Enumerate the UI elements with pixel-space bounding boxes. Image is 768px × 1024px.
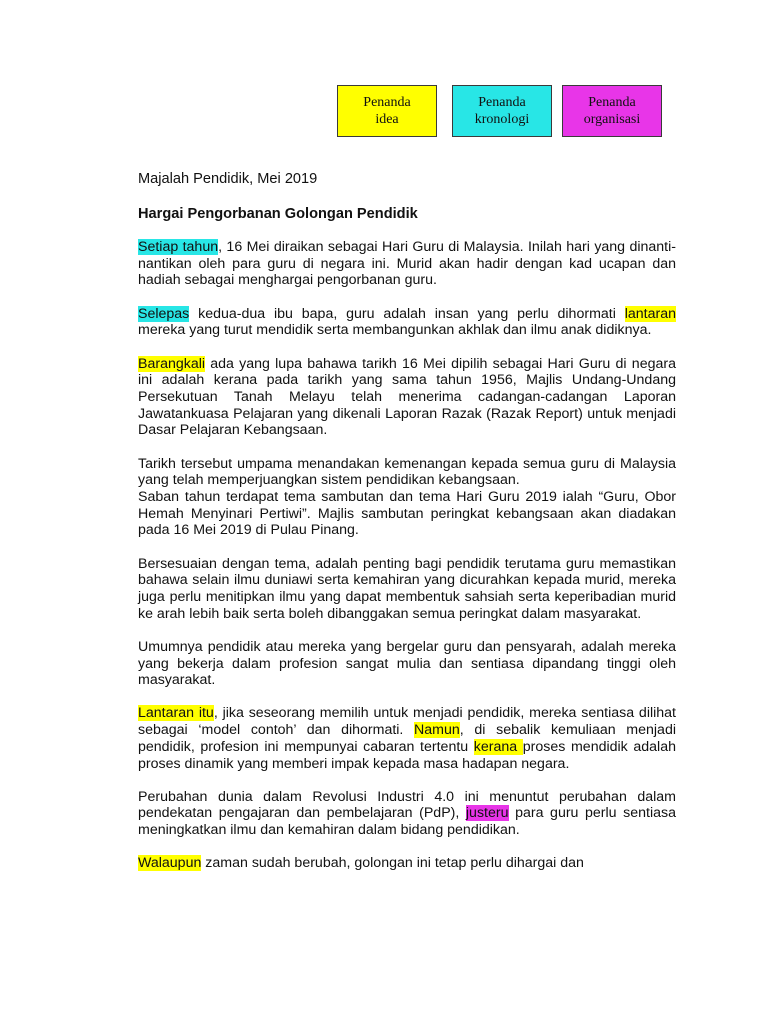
paragraph-9 — [138, 789, 676, 839]
paragraph-6: Bersesuaian dengan tema, adalah penting bagi pendidik terutama guru memastikan bahawa selain ilmu duniawi serta kemahiran yang dicurahkan kepada murid, mereka juga perlu menitipkan ilmu yang dapat membentuk sahsiah serta keperibadian murid ke arah lebih baik serta boleh dibanggakan semua peringkat dalam masyarakat. — [138, 555, 676, 622]
organisation-highlight: justeru — [465, 805, 509, 822]
paragraph-text: kedua-dua ibu bapa, guru adalah insan yang perlu dihormati — [189, 305, 625, 322]
paragraph-text: , 16 Mei diraikan sebagai Hari Guru di Malaysia. Inilah hari yang dinanti-nantikan oleh para guru di negara ini. Murid akan hadir dengan kad ucapan dan hadiah sebagai menghargai pengorbanan guru. — [138, 239, 676, 289]
paragraph-8 — [138, 705, 676, 772]
article-body — [138, 170, 676, 889]
paragraph-text: proses mendidik adalah proses dinamik yang memberi impak kepada masa hadapan negara. — [138, 738, 676, 772]
chronology-highlight: Setiap tahun — [138, 239, 219, 255]
paragraph-7: Umumnya pendidik atau mereka yang bergelar guru dan pensyarah, adalah mereka yang bekerja dalam profesion sangat mulia dan sentiasa dipandang tinggi oleh masyarakat. — [138, 638, 676, 689]
paragraph-3 — [138, 356, 676, 440]
paragraph-text: ada yang lupa bahawa tarikh 16 Mei dipilih sebagai Hari Guru di negara ini adalah kerana pada tarikh yang sama tahun 1956, Majlis Undang-Undang Persekutuan Tanah Melayu telah menerima cadangan-cadangan Laporan Jawatankuasa Pelajaran yang dikenali Laporan Razak (Razak Report) untuk menjadi Dasar Pelajaran Kebangsaan. — [138, 355, 676, 439]
idea-highlight: lantaran — [624, 305, 676, 322]
paragraph-text: para guru perlu sentiasa meningkatkan ilmu dan kemahiran dalam bidang pendidikan. — [138, 805, 676, 839]
idea-highlight: Namun — [414, 722, 460, 739]
paragraph-text: , jika seseorang memilih untuk menjadi pendidik, mereka sentiasa dilihat sebagai ‘model contoh’ dan dihormati. — [138, 705, 676, 739]
paragraph-4: Tarikh tersebut umpama menandakan kemenangan kepada semua guru di Malaysia yang telah memperjuangkan sistem pendidikan kebangsaan. — [138, 455, 676, 489]
paragraph-1 — [138, 239, 676, 289]
paragraph-text: zaman sudah berubah, golongan ini tetap perlu dihargai dan — [201, 855, 584, 872]
legend-organisation-marker: Penanda organisasi — [562, 85, 662, 137]
idea-highlight: Barangkali — [138, 355, 206, 372]
marker-legend — [337, 85, 664, 139]
paragraph-10 — [138, 855, 676, 872]
source-line: Majalah Pendidik, Mei 2019 — [138, 171, 318, 187]
idea-highlight: kerana — [473, 738, 523, 755]
idea-highlight: Walaupun — [138, 855, 202, 872]
idea-highlight: Lantaran itu — [138, 705, 214, 722]
paragraph-5: Saban tahun terdapat tema sambutan dan tema Hari Guru 2019 ialah “Guru, Obor Hemah Menyinari Pertiwi”. Majlis sambutan peringkat kebangsaan akan diadakan pada 16 Mei 2019 di Pulau Pinang. — [138, 488, 676, 539]
chronology-highlight: Selepas — [138, 305, 190, 322]
legend-idea-marker: Penanda idea — [337, 85, 437, 137]
paragraph-text: mereka yang turut mendidik serta membangunkan akhlak dan ilmu anak didiknya. — [138, 322, 652, 339]
paragraph-text: , di sebalik kemuliaan menjadi pendidik, profesion ini mempunyai cabaran tertentu — [138, 722, 676, 755]
article-title: Hargai Pengorbanan Golongan Pendidik — [138, 206, 418, 222]
legend-chronology-marker: Penanda kronologi — [452, 85, 552, 137]
paragraph-text: Perubahan dunia dalam Revolusi Industri 4.0 ini menuntut perubahan dalam pendekatan pengajaran dan pembelajaran (PdP), — [138, 788, 676, 822]
paragraph-2 — [138, 306, 676, 339]
